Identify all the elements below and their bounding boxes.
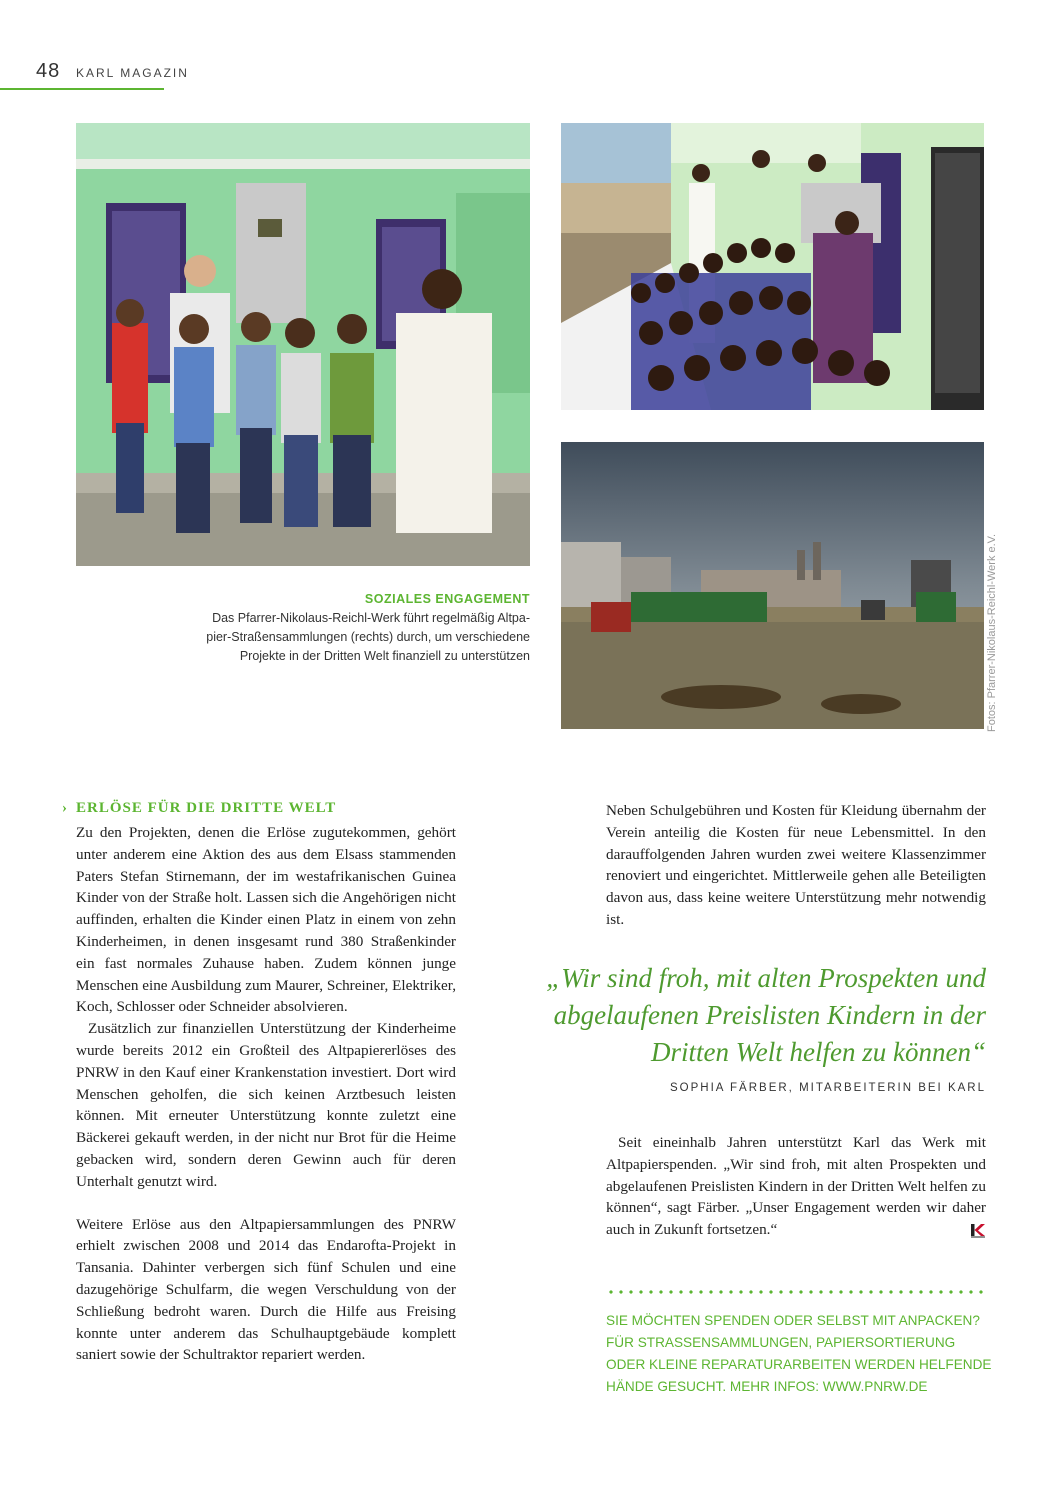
body-paragraph: Weitere Erlöse aus den Altpapiersammlungen des PNRW erhielt zwischen 2008 und 2014 das Endarofta-Projekt in Tansania. Dahinter verbergen sich fünf Schulen und eine dazugehörige Schulfarm, die wegen Verschuldung von der Schließung bedroht waren. Durch die Hilfe aus Freising konnte unter anderem das Schulhauptgebäude komplett saniert sowie der Schultraktor repariert werden. xyxy=(76,1215,456,1364)
caption-title: SOZIALES ENGAGEMENT xyxy=(364,592,530,606)
section-heading xyxy=(62,800,336,817)
chevron-right-icon: › xyxy=(62,800,68,816)
photo-paper-collection xyxy=(561,442,984,729)
cta-line: ODER KLEINE REPARATURARBEITEN WERDEN HELFENDE xyxy=(606,1357,992,1372)
caption-line: Das Pfarrer-Nikolaus-Reichl-Werk führt regelmäßig Altpa- xyxy=(212,611,530,625)
quote-author: SOPHIA FÄRBER, MITARBEITERIN BEI KARL xyxy=(670,1082,986,1094)
cta-line: HÄNDE GESUCHT. MEHR INFOS: WWW.PNRW.DE xyxy=(606,1379,928,1394)
magazine-name: KARL MAGAZIN xyxy=(76,66,189,80)
cta-line: SIE MÖCHTEN SPENDEN ODER SELBST MIT ANPACKEN? xyxy=(606,1313,980,1328)
photo-caption xyxy=(150,590,530,666)
caption-line: Projekte in der Dritten Welt finanziell zu unterstützen xyxy=(239,649,530,663)
photo-credit: Fotos: Pfarrer-Nikolaus-Reichl-Werk e.V. xyxy=(986,533,998,732)
dotted-divider xyxy=(606,1290,988,1294)
cta-line: FÜR STRASSENSAMMLUNGEN, PAPIERSORTIERUNG xyxy=(606,1335,956,1350)
left-column xyxy=(76,822,456,1366)
right-paragraph-top: Neben Schulgebühren und Kosten für Kleidung übernahm der Verein anteilig die Kosten für neue Lebensmittel. In den darauffolgenden Jahren wurden zwei weitere Klassenzimmer renoviert und eingerichtet. Mittlerweile gehen alle Beteiligten davon aus, dass keine weitere Unterstützung mehr notwendig ist. xyxy=(606,802,986,928)
header-rule xyxy=(0,88,164,90)
pull-quote: „Wir sind froh, mit alten Prospekten und abgelaufenen Preislisten Kindern in der Dritten Welt helfen zu können“ xyxy=(546,963,986,1067)
photo-group-children xyxy=(76,123,530,566)
right-paragraph-bottom: Seit eineinhalb Jahren unterstützt Karl das Werk mit Altpapierspenden. „Wir sind froh, mit alten Prospekten und abgelaufenen Preislisten Kindern in der Dritten Welt helfen zu können“, sagt Färber. „Unser Engagement werden wir daher auch in Zukunft fortsetzen.“ xyxy=(606,1134,986,1239)
body-paragraph: Zu den Projekten, denen die Erlöse zugutekommen, gehört unter anderem eine Aktion des aus dem Elsass stammenden Paters Stefan Stirnemann, der im westafrikanischen Guinea Kinder von der Straße holt. Lassen sich die Angehörigen nicht auffinden, erhalten die Kinder einen Platz in einem von zehn Kinderheimen, in denen insgesamt rund 380 Straßenkinder ein fast normales Zuhause haben. Zudem können junge Menschen eine Ausbildung zum Maurer, Schreiner, Elektriker, Koch, Schlosser oder Schneider absolvieren. xyxy=(76,824,456,1016)
photo-school-corridor xyxy=(561,123,984,410)
karl-logo xyxy=(970,1224,986,1238)
page-number: 48 xyxy=(36,60,61,82)
body-paragraph: Zusätzlich zur finanziellen Unterstützung der Kinderheime wurde bereits 2012 ein Großteil des Altpapiererlöses des PNRW in den Kauf einer Krankenstation investiert. Dort wird Menschen geholfen, die sich keinen Arztbesuch leisten können. Mit erneuter Unterstützung konnte zuletzt eine Bäckerei gekauft werden, in der nicht nur Brot für die Heime gebacken wird, sondern deren Gewinn auch für deren Unterhalt genutzt wird. xyxy=(76,1020,456,1190)
call-to-action xyxy=(606,1310,996,1398)
section-heading-text: ERLÖSE FÜR DIE DRITTE WELT xyxy=(76,800,337,816)
caption-line: pier-Straßensammlungen (rechts) durch, um verschiedene xyxy=(206,630,530,644)
